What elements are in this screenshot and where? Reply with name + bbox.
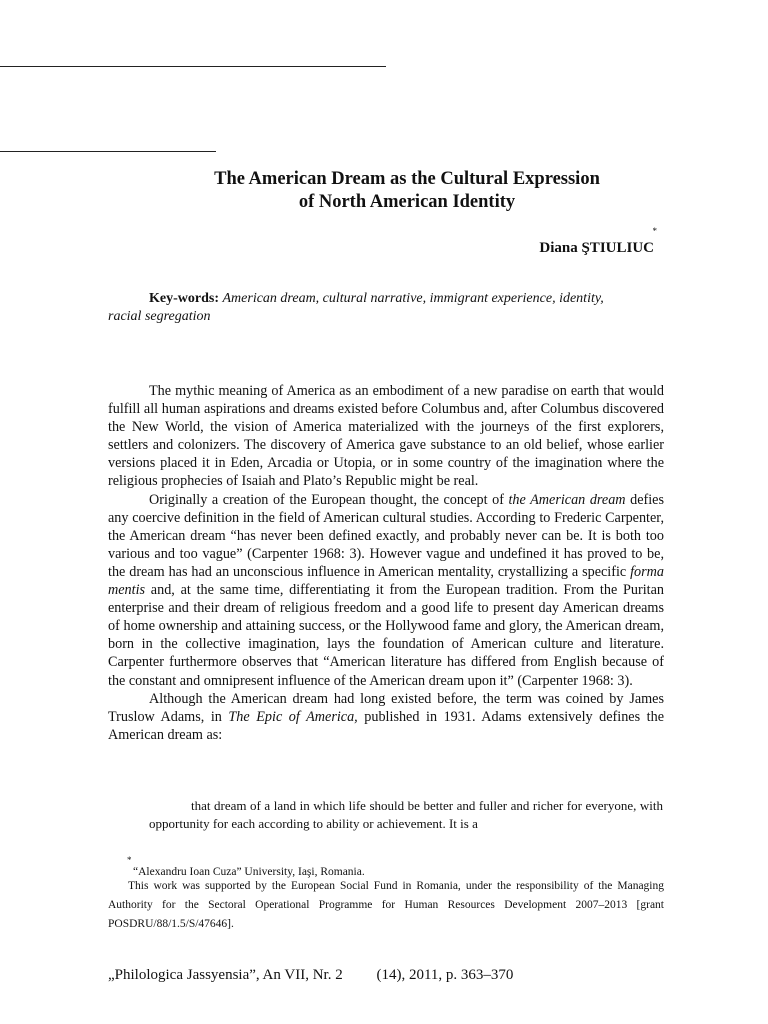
paragraph-2 — [108, 491, 664, 690]
paragraph-3-part-a: Although the American dream had long existed before, the term was coined by James Truslow Adams, in — [108, 690, 664, 725]
journal-name: „Philologica Jassyensia”, An VII, Nr. 2 — [108, 967, 343, 983]
header-rule-top — [0, 66, 386, 67]
keywords-list-1: American dream, cultural narrative, immigrant experience, identity, — [222, 291, 604, 306]
paper-title — [0, 168, 768, 214]
paragraph-2-emphasis-1: the American dream — [508, 491, 626, 508]
title-line-2: of North American Identity — [298, 192, 516, 212]
journal-gap — [343, 967, 377, 983]
paragraph-1: The mythic meaning of America as an embodiment of a new paradise on earth that would fulfill all human aspirations and dreams existed before Columbus and, after Columbus discovered the New World, the vision of America materialized with the journeys of the first explorers, settlers and colonizers. The discovery of America gave substance to an old belief, whose earlier versions placed it in Eden, Arcadia or Utopia, or in some country of the imagination where the religious prophecies of Isaiah and Plato’s Republic might be real. — [108, 383, 664, 490]
paragraph-3-part-b: published in 1931. Adams extensively defines the American dream as: — [108, 708, 665, 743]
author-name: Diana ŞTIULIUC — [539, 240, 654, 256]
footnote-grant — [108, 877, 664, 934]
author-footnote-marker: * — [652, 226, 657, 236]
paragraph-3 — [108, 690, 664, 744]
paragraph-3-emphasis: The Epic of America, — [228, 708, 358, 725]
keywords-list-2: racial segregation — [108, 309, 211, 324]
footnote-marker: * — [127, 855, 132, 865]
paragraph-2-emphasis-2: forma mentis — [108, 563, 664, 599]
header-rule-short — [0, 151, 216, 152]
keywords-block — [108, 290, 648, 326]
paragraph-2-part-a: Originally a creation of the European thought, the concept of — [149, 491, 509, 508]
journal-issue: (14), 2011, p. 363–370 — [376, 967, 514, 983]
journal-citation — [108, 967, 513, 984]
paragraph-2-part-b: defies any coercive definition in the field of American cultural studies. According to Frederic Carpenter, the American dream “has never been defined exactly, and probably never can be. It is both too various and too vague” (Carpenter 1968: 3). However vague and undefined it has proved to be, the dream has had an unconscious influence in American mentality, crystallizing a specific — [108, 491, 664, 580]
paragraph-2-part-c: and, at the same time, differentiating it from the European tradition. From the Puritan enterprise and their dream of religious freedom and a good life to present day American dreams of home ownership and attaining success, or the Hollywood fame and glory, the American dream, born in the collective imagination, lays the foundation of American culture and literature. Carpenter furthermore observes that “American literature has differed from English because of the constant and omnipresent influence of the American dream upon it” (Carpenter 1968: 3). — [108, 582, 664, 689]
block-quote-text: that dream of a land in which life should be better and fuller and richer for everyone, with opportunity for each according to ability or achievement. It is a — [149, 798, 663, 831]
body-text — [108, 382, 664, 744]
keywords-label: Key-words: — [149, 291, 219, 306]
title-line-1: The American Dream as the Cultural Expression — [214, 169, 600, 189]
block-quote — [149, 797, 663, 833]
footnote-grant-text: This work was supported by the European Social Fund in Romania, under the responsibility of the Managing Authority for the Sectoral Operational Programme for Human Resources Development 2007–2013 [grant POSDRU/88/1.5/S/47646]. — [108, 880, 664, 930]
footnote-affiliation: “Alexandru Ioan Cuza” University, Iaşi, Romania. — [133, 866, 365, 878]
